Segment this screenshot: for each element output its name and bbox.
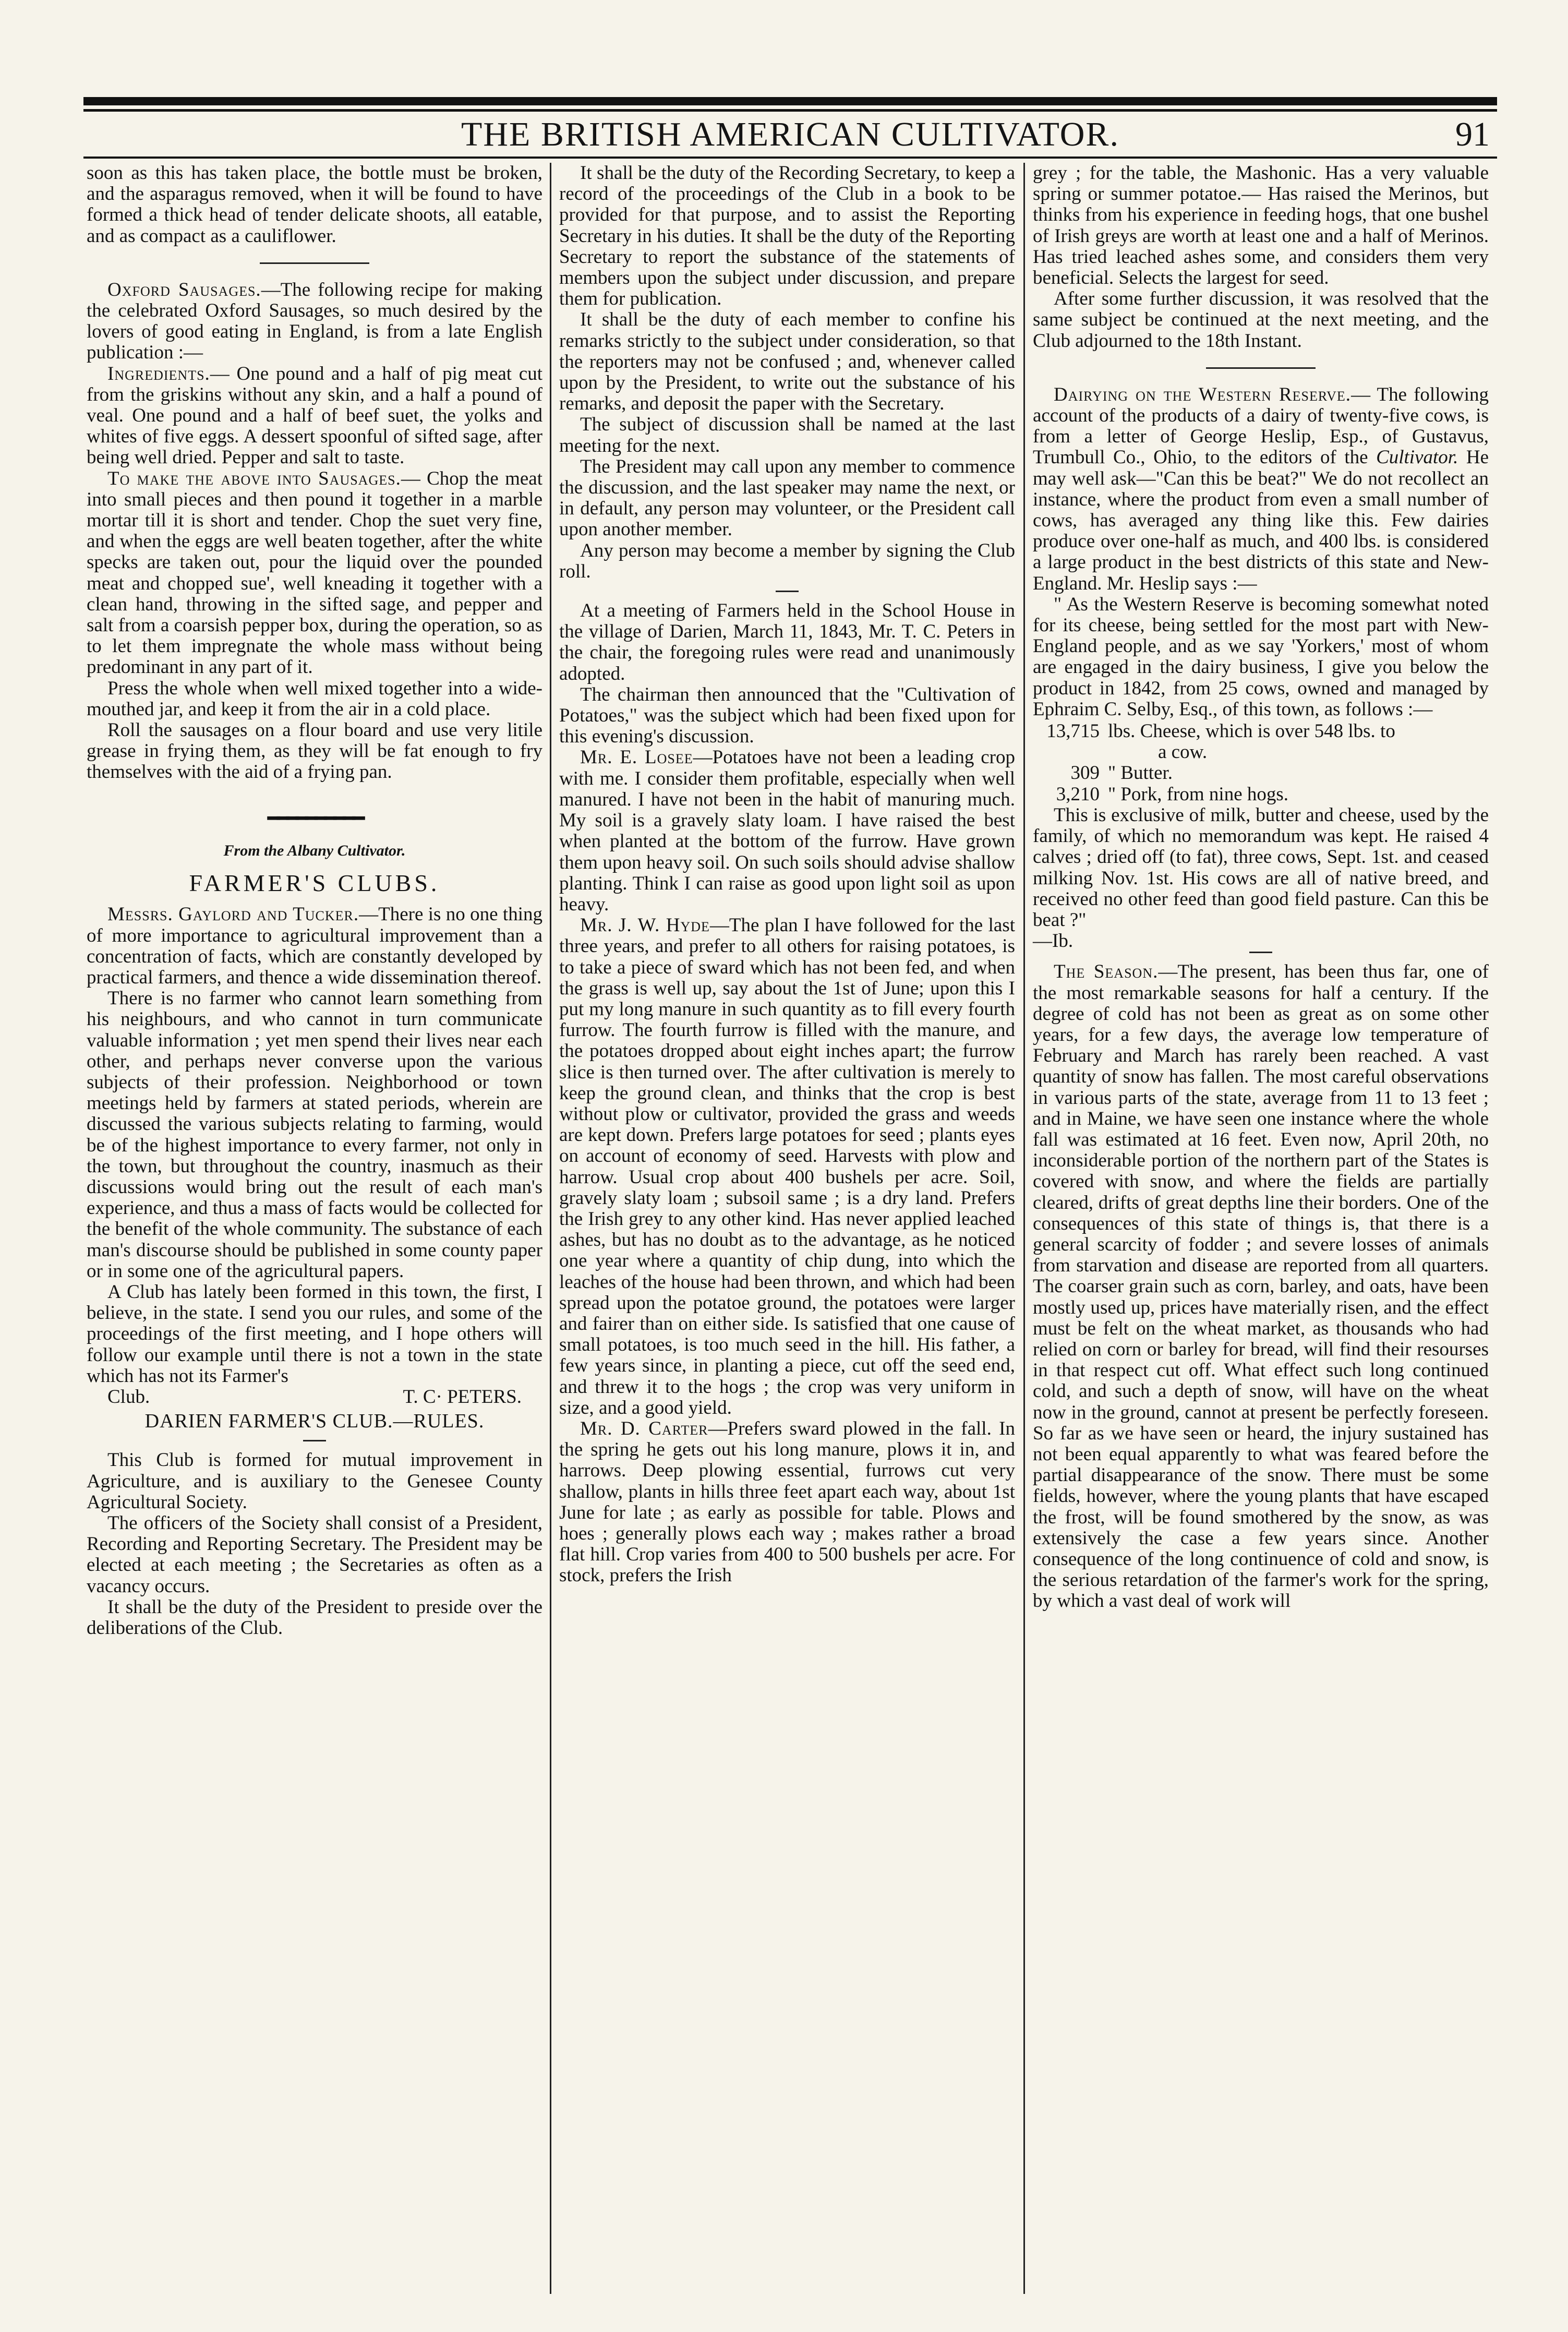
oxford-sausages-paragraph	[87, 280, 542, 364]
ledger-qty: 13,715	[1046, 720, 1100, 742]
ledger-row	[1033, 784, 1489, 805]
signature-line	[87, 1387, 542, 1408]
column-rule-2	[1023, 163, 1025, 2294]
ingredients-heading: Ingredients.	[107, 363, 210, 384]
ledger-row	[1033, 721, 1489, 742]
page-number: 91	[1455, 115, 1490, 153]
chairman-paragraph: The chairman then announced that the "Cultivation of Potatoes," was the subject which had been fixed upon for this evening's discussion.	[559, 683, 1015, 748]
darien-rules-heading: DARIEN FARMER'S CLUB.—RULES.	[144, 1410, 485, 1433]
column-rule-1	[550, 163, 551, 2294]
meeting-separator	[776, 591, 799, 592]
column-3	[1033, 163, 1489, 1612]
dairy-ledger	[1033, 721, 1489, 805]
heslip-quote: " As the Western Reserve is becoming somewhat noted for its cheese, being settled for the most part with New-England people, and as we say 'Yorkers,' most of whom are engaged in the dairy business, I give you below the product in 1842, from 25 cows, owned and managed by Ephraim C. Selby, Esq., of this town, as follows :—	[1033, 593, 1489, 720]
ledger-qty: 309	[1070, 762, 1100, 784]
header-rule	[83, 157, 1497, 159]
rules-separator	[303, 1440, 326, 1441]
oxford-sausages-text: —The following recipe for making the celebrated Oxford Sausages, so much desired by the lovers of good eating in England, is from a late English publication :—	[87, 279, 542, 364]
hyde-text: —The plan I have followed for the last three years, and prefer to all others for raising potatoes, is to take a piece of sward which has not been fed, and when the grass is well up, say about the 1st of June; upon this I put my long manure in such quantity as to fill every fourth furrow. The fourth furrow is filled with the manure, and the potatoes dropped about eight inches apart; the furrow slice is then turned over. The after cultivation is merely to keep the ground clean, and thinks that the crop is best without plow or cultivator, provided the grass and weeds are kept down. Prefers large potatoes for seed ; plants eyes on account of economy of seed. Harvests with plow and harrow. Usual crop about 400 bushels per acre. Soil, gravely slaty loam ; subsoil same ; is a dry land. Prefers the Irish grey to any other kind. Has never applied leached ashes, but has no doubt as to the advantage, as he noticed one year where a quantity of chip dung, into which the leaches of the house had been thrown, and which had been spread upon the potatoe ground, the potatoes were larger and fairer than on either side. Is satisfied that one cause of small potatoes, is too much seed in the hill. His father, a few years since, in planting a piece, cut off the seed end, and threw it to the hogs ; the crop was very uniform in size, and a good yield.	[559, 915, 1015, 1419]
club-formed-paragraph: A Club has lately been formed in this town, the first, I believe, in the state. I send you our rules, and some of the proceedings of the first meeting, and I hope others will follow our example until there is not a town in the state which has not its Farmer's	[87, 1281, 542, 1387]
asparagus-paragraph: soon as this has taken place, the bottle must be broken, and the asparagus removed, when it will be found to have formed a thick head of tender delicate shoots, all eatable, and as compact as a cauliflower.	[87, 162, 542, 247]
losee-paragraph	[559, 747, 1015, 915]
membership-paragraph: Any person may become a member by signing the Club roll.	[559, 539, 1015, 582]
dairy-paragraph	[1033, 384, 1489, 594]
meeting-paragraph: At a meeting of Farmers held in the School House in the village of Darien, March 11, 1843, Mr. T. C. Peters in the chair, the foregoing rules were read and unanimously adopted.	[559, 600, 1015, 684]
make-sausages-heading: To make the above into Sausages.	[107, 467, 401, 489]
messrs-heading: Messrs. Gaylord and Tucker.	[107, 904, 359, 925]
oxford-sausages-heading: Oxford Sausages.	[107, 279, 261, 300]
ingredients-paragraph	[87, 364, 542, 468]
farmers-clubs-heading: FARMER'S CLUBS.	[189, 870, 440, 897]
ingredients-text: — One pound and a half of pig meat cut from the griskins without any skin, and a half a pound of veal. One pound and a half of beef suet, the yolks and whites of five eggs. A dessert spoonful of sifted sage, after being well dried. Pepper and salt to taste.	[87, 363, 542, 468]
dairy-text: — The following account of the products of a dairy of twenty-five cows, is from a letter of George Heslip, Esp., of Gustavus, Trumbull Co., Ohio, to the editors of the	[1033, 383, 1489, 468]
losee-heading: Mr. E. Losee	[580, 747, 693, 768]
carter-heading: Mr. D. Carter	[580, 1417, 708, 1439]
ornamental-rule: ━━━━━━━━━━	[267, 806, 362, 830]
dairy-heading: Dairying on the Western Reserve.	[1054, 383, 1352, 405]
rule-1: This Club is formed for mutual improvement in Agriculture, and is auxiliary to the Genesee County Agricultural Society.	[87, 1449, 542, 1513]
signature-name: T. C· PETERS.	[403, 1386, 522, 1408]
make-sausages-text: — Chop the meat into small pieces and then pound it together in a marble mortar till it is short and tender. Chop the suet very fine, and when the eggs are well beaten together, after the white specks are taken out, pour the liquid over the pounded meat and chopped sue', well kneading it together with a clean hand, throwing in the sifted sage, and pepper and salt from a coarsish pepper box, during the operation, so as to let them impregnate the whole mass without being predominant in any part of it.	[87, 467, 542, 678]
hyde-heading: Mr. J. W. Hyde	[580, 915, 710, 936]
roll-paragraph: Roll the sausages on a flour board and use very litile grease in frying them, as they will be fat enough to fry themselves with the aid of a frying pan.	[87, 719, 542, 783]
recording-secretary-paragraph: It shall be the duty of the Recording Secretary, to keep a record of the proceedings of the Club in a book to be provided for that purpose, and to assist the Reporting Secretary in his duties. It shall be the duty of the Reporting Secretary to report the substance of the statements of members upon the subject under discussion, and prepare them for publication.	[559, 162, 1015, 310]
hyde-paragraph	[559, 915, 1015, 1419]
ledger-text: a cow.	[1158, 741, 1208, 763]
carter-text: —Prefers sward plowed in the fall. In the spring he gets out his long manure, plows it in, and harrows. Deep plowing essential, furrows cut very shallow, plants in hills three feet apart each way, about 1st June for late ; as early as possible for table. Plows and hoes ; generally plows each way ; makes rather a broad flat hill. Crop varies from 400 to 500 bushels per acre. For stock, prefers the Irish	[559, 1417, 1015, 1586]
messrs-text: —There is no one thing of more importance to agricultural improvement than a concentration of facts, which are constantly developed by practical farmers, and thence a wide dissemination thereof.	[87, 904, 542, 988]
press-paragraph: Press the whole when well mixed together into a wide-mouthed jar, and keep it from the air in a cold place.	[87, 677, 542, 720]
ledger-row	[1033, 742, 1489, 763]
adjourned-paragraph: After some further discussion, it was resolved that the same subject be continued at the next meeting, and the Club adjourned to the 18th Instant.	[1033, 288, 1489, 352]
president-call-paragraph: The President may call upon any member to commence the discussion, and the last speaker may name the next, or in default, any person may volunteer, or the President call upon another member.	[559, 455, 1015, 540]
ledger-text: lbs. Cheese, which is over 548 lbs. to	[1108, 720, 1395, 742]
no-farmer-paragraph: There is no farmer who cannot learn something from his neighbours, and who cannot in turn communicate valuable information ; yet men spend their lives near each other, and perhaps never converse upon the various subjects of their profession. Neighborhood or town meetings held by farmers at stated periods, wherein are discussed the various subjects relating to farming, would be of the highest importance to every farmer, not only in the town, but throughout the country, inasmuch as their discussions would bring out the result of each man's experience, and thus a mass of facts would be collected for the benefit of the whole community. The substance of each man's discourse should be published in some county paper or in some one of the agricultural papers.	[87, 988, 542, 1282]
ledger-qty: 3,210	[1056, 783, 1100, 805]
ledger-text: " Pork, from nine hogs.	[1108, 783, 1289, 805]
losee-text: —Potatoes have not been a leading crop with me. I consider them profitable, especially when well manured. I have not been in the habit of manuring much. My soil is a gravely slaty loam. I have raised the best when planted at the bottom of the furrow. Have grown them upon heavy soil. On such soils should advise shallow planting. Think I can raise as good upon light soil as upon heavy.	[559, 747, 1015, 915]
season-heading: The Season.	[1054, 961, 1159, 983]
rule-3: It shall be the duty of the President to preside over the deliberations of the Club.	[87, 1596, 542, 1639]
ledger-row	[1033, 763, 1489, 784]
dairy-separator	[1206, 367, 1316, 369]
season-separator	[1249, 952, 1272, 953]
season-text: —The present, has been thus far, one of the most remarkable seasons for half a century. If the degree of cold has not been as great as on some other years, for a few days, the average low temperature of February and March has rarely been reached. A vast quantity of snow has fallen. The most careful observations in various parts of the state, average from 11 to 13 feet ; and in Maine, we have seen one instance where the whole fall was estimated at 16 feet. Even now, April 20th, no inconsiderable portion of the northern part of the States is covered with snow, and where the fields are partially cleared, drifts of great depths line their borders. One of the consequences of this state of things is, that there is a general scarcity of fodder ; and severe losses of animals from starvation and disease are reported from all quarters. The coarser grain such as corn, barley, and oats, have been mostly used up, prices have materially risen, and the effect must be felt on the wheat market, as thousands who had relied on corn or barley for bread, will find their resourses in that respect cut off. What effect such long continued cold, and such a depth of snow, will have on the wheat now in the ground, cannot at present be perfectly foreseen. So far as we have seen or heard, the injury sustained has not been equal apparently to what was feared before the partial disappearance of the snow. There must be some fields, however, where the young plants that have escaped the frost, will be found smothered by the snow, as was extensively the case a few years since. Another consequence of the long continuence of cold and snow, is the serious retardation of the farmer's work for the spring, by which a vast deal of work will	[1033, 961, 1489, 1612]
section-separator	[260, 262, 369, 264]
ib-credit: —Ib.	[1033, 930, 1074, 952]
messrs-paragraph	[87, 904, 542, 988]
carter-paragraph	[559, 1419, 1015, 1586]
column-2	[559, 163, 1015, 1586]
dairy-cultivator: Cultivator.	[1376, 447, 1458, 468]
signature-club: Club.	[107, 1386, 150, 1408]
make-sausages-paragraph	[87, 468, 542, 678]
irish-grey-paragraph: grey ; for the table, the Mashonic. Has a very valuable spring or summer potatoe.— Has raised the Merinos, but thinks from his experience in feeding hogs, that one bushel of Irish greys are worth at least one and a half of Merinos. Has tried leached ashes some, and considers them very beneficial. Selects the largest for seed.	[1033, 162, 1489, 289]
exclusive-paragraph: This is exclusive of milk, butter and cheese, used by the family, of which no memorandum was kept. He raised 4 calves ; dried off (to fat), three cows, Sept. 1st. and ceased milking Nov. 1st. His cows are all of native breed, and received no other feed than good field pasture. Can this be beat ?"	[1033, 804, 1489, 931]
subject-paragraph: The subject of discussion shall be named at the last meeting for the next.	[559, 414, 1015, 456]
ledger-text: " Butter.	[1108, 762, 1173, 784]
source-credit: From the Albany Cultivator.	[223, 842, 406, 859]
masthead-thick-rule	[83, 97, 1497, 105]
member-duty-paragraph: It shall be the duty of each member to confine his remarks strictly to the subject under consideration, so that the reporters may not be confused ; and, whenever called upon by the President, to write out the substance of his remarks, and deposit the paper with the Secretary.	[559, 309, 1015, 415]
masthead-rules	[83, 97, 1497, 112]
column-1	[87, 163, 542, 1639]
running-header	[83, 111, 1497, 161]
journal-title: THE BRITISH AMERICAN CULTIVATOR.	[461, 115, 1119, 153]
season-paragraph	[1033, 961, 1489, 1612]
rule-2: The officers of the Society shall consist of a President, Recording and Reporting Secretary. The President may be elected at each meeting ; the Secretaries as often as a vacancy occurs.	[87, 1512, 542, 1597]
dairy-text-2: He may well ask—"Can this be beat?" We do not recollect an instance, where the product from even a small number of cows, has averaged any thing like this. Few dairies produce over one-half as much, and 400 lbs. is considered a large product in the best districts of this state and New-England. Mr. Heslip says :—	[1033, 447, 1489, 594]
